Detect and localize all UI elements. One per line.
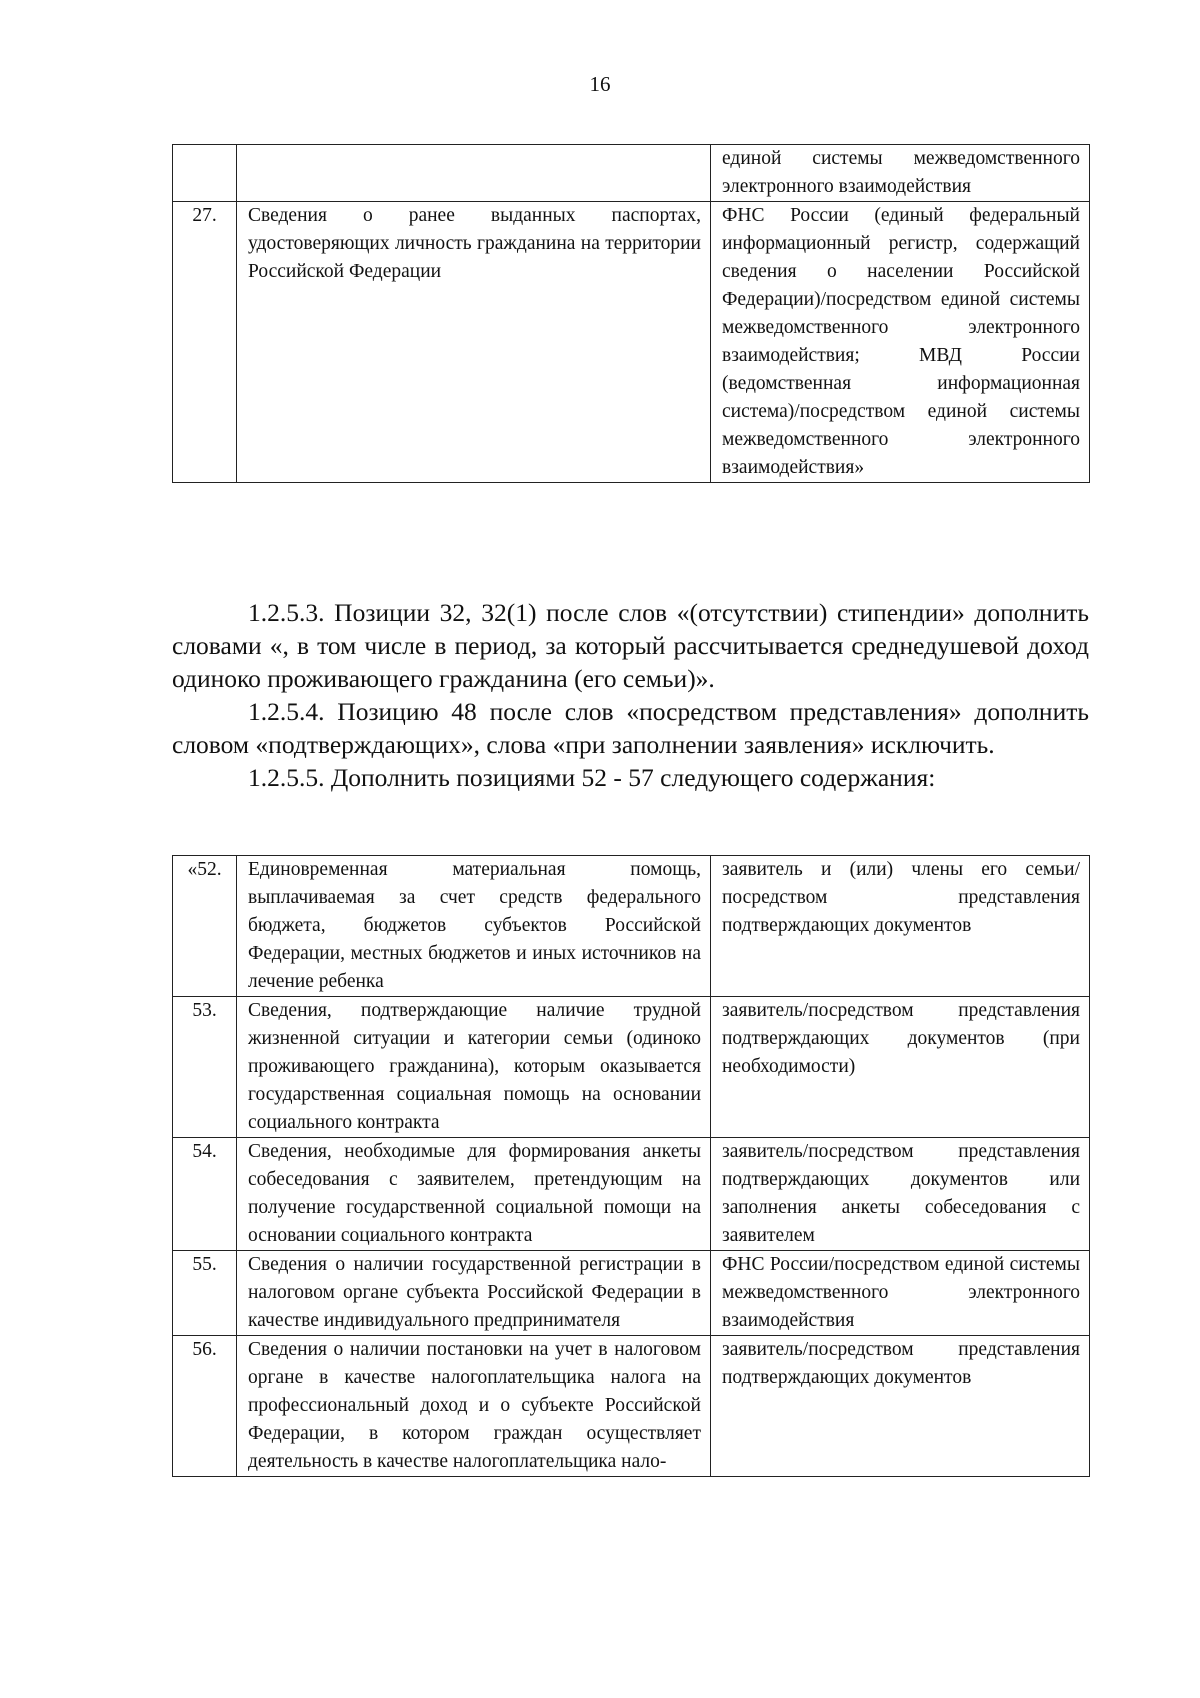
row-source: заявитель/посредством представления подтверждающих документов (при необходимости) [711, 997, 1090, 1138]
row-number: 27. [173, 202, 237, 483]
paragraph: 1.2.5.3. Позиции 32, 32(1) после слов «(отсутствии) стипендии» дополнить словами «, в том числе в период, за который рассчитывается среднедушевой доход одиноко проживающего гражданина (его семьи)». [172, 598, 1089, 693]
paragraph: 1.2.5.5. Дополнить позициями 52 - 57 следующего содержания: [248, 763, 936, 792]
table-row [173, 856, 1090, 997]
row-information: Сведения, подтверждающие наличие трудной жизненной ситуации и категории семьи (одиноко проживающего гражданина), которым оказывается государственная социальная помощь на основании социального контракта [237, 997, 711, 1138]
table-row [173, 202, 1090, 483]
paragraph: 1.2.5.4. Позицию 48 после слов «посредством представления» дополнить словом «подтверждающих», слова «при заполнении заявления» исключить. [172, 697, 1089, 759]
row-information: Сведения о ранее выданных паспортах, удостоверяющих личность гражданина на территории Российской Федерации [237, 202, 711, 483]
row-number: 54. [173, 1138, 237, 1251]
row-number [173, 145, 237, 202]
table-row [173, 1251, 1090, 1336]
table-row [173, 1336, 1090, 1477]
row-information: Единовременная материальная помощь, выплачиваемая за счет средств федерального бюджета, бюджетов субъектов Российской Федерации, местных бюджетов и иных источников на лечение ребенка [237, 856, 711, 997]
new-positions-table [172, 855, 1090, 1477]
row-number: 56. [173, 1336, 237, 1477]
row-source: единой системы межведомственного электронного взаимодействия [711, 145, 1090, 202]
row-source: ФНС России (единый федеральный информационный регистр, содержащий сведения о населении Российской Федерации)/посредством единой системы межведомственного электронного взаимодействия; МВД России (ведомственная информационная система)/посредством единой системы межведомственного электронного взаимодействия» [711, 202, 1090, 483]
table-row [173, 997, 1090, 1138]
amendment-text [172, 596, 1089, 794]
row-source: заявитель/посредством представления подтверждающих документов или заполнения анкеты собеседования с заявителем [711, 1138, 1090, 1251]
continued-table [172, 144, 1090, 483]
row-information [237, 145, 711, 202]
page-number: 16 [589, 72, 611, 96]
row-source: заявитель и (или) члены его семьи/посредством представления подтверждающих документов [711, 856, 1090, 997]
row-source: заявитель/посредством представления подтверждающих документов [711, 1336, 1090, 1477]
row-number: «52. [173, 856, 237, 997]
row-number: 53. [173, 997, 237, 1138]
row-source: ФНС России/посредством единой системы межведомственного электронного взаимодействия [711, 1251, 1090, 1336]
table-row [173, 1138, 1090, 1251]
row-information: Сведения о наличии государственной регистрации в налоговом органе субъекта Российской Федерации в качестве индивидуального предпринимателя [237, 1251, 711, 1336]
table-row [173, 145, 1090, 202]
row-information: Сведения о наличии постановки на учет в налоговом органе в качестве налогоплательщика налога на профессиональный доход и о субъекте Российской Федерации, в котором граждан осуществляет деятельность в качестве налогоплательщика нало- [237, 1336, 711, 1477]
row-number: 55. [173, 1251, 237, 1336]
row-information: Сведения, необходимые для формирования анкеты собеседования с заявителем, претендующим на получение государственной социальной помощи на основании социального контракта [237, 1138, 711, 1251]
